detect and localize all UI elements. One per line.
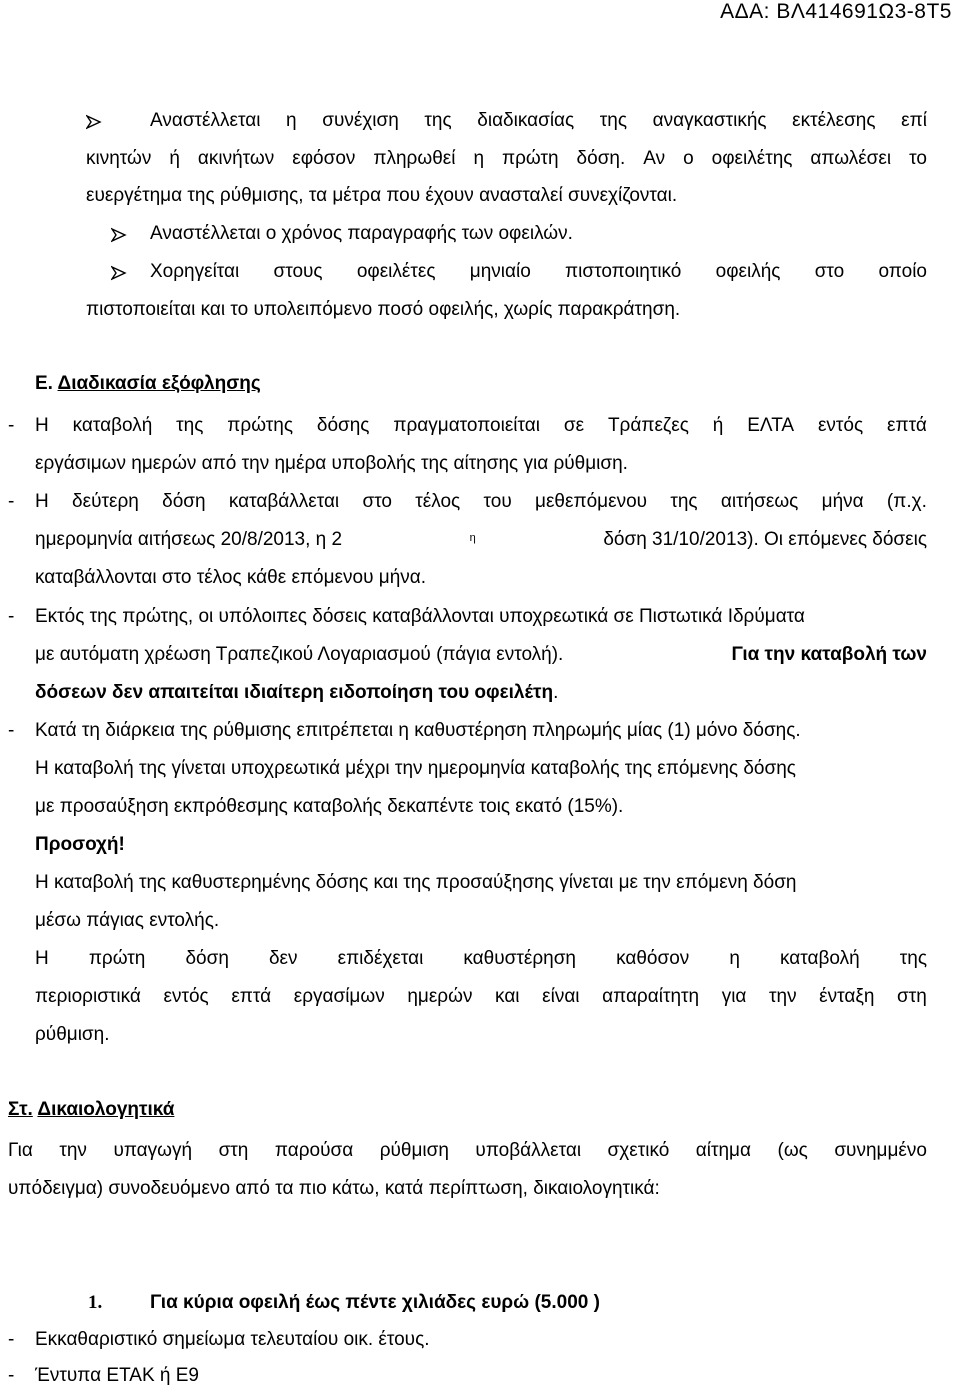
section-title: Δικαιολογητικά — [37, 1099, 175, 1120]
attention-label: Προσοχή! — [35, 834, 125, 855]
dash: - — [8, 415, 15, 436]
paragraph-line: περιοριστικά εντός επτά εργασίμων ημερών και είναι απαραίτητη για την ένταξη στη — [35, 986, 927, 1007]
paragraph-line: Η δεύτερη δόση καταβάλλεται στο τέλος του μεθεπόμενου της αιτήσεως μήνα (π.χ. — [35, 491, 927, 512]
text: με αυτόματη χρέωση Τραπεζικού Λογαριασμού (πάγια εντολή). — [35, 644, 564, 665]
text: δόση 31/10/2013). Οι επόμενες δόσεις — [603, 529, 927, 550]
arrow-bullet-icon — [111, 265, 127, 281]
item-number: 1. — [88, 1292, 103, 1313]
dash: - — [8, 606, 15, 627]
text: . — [553, 682, 559, 703]
dash: - — [8, 1365, 15, 1386]
section-heading — [8, 1098, 174, 1122]
text: ημερομηνία αιτήσεως 20/8/2013, η 2 — [35, 529, 343, 550]
dash: - — [8, 1329, 15, 1350]
bullet-text: Αναστέλλεται ο χρόνος παραγραφής των οφειλών. — [150, 223, 573, 244]
paragraph-line — [35, 681, 558, 705]
paragraph-line: μέσω πάγιας εντολής. — [35, 910, 220, 931]
dash: - — [8, 720, 15, 741]
superscript: η — [469, 532, 476, 544]
bold-text: δόσεων δεν απαιτείται ιδιαίτερη ειδοποίηση του οφειλέτη — [35, 682, 554, 703]
bullet-line: Χορηγείται στους οφειλέτες μηνιαίο πιστοποιητικό οφειλής στο οποίο — [150, 261, 927, 282]
item-title: Για κύρια οφειλή έως πέντε χιλιάδες ευρώ (5.000 ) — [150, 1292, 600, 1313]
paragraph-line — [35, 643, 927, 667]
paragraph-line: Κατά τη διάρκεια της ρύθμισης επιτρέπεται η καθυστέρηση πληρωμής μίας (1) μόνο δόσης. — [35, 720, 801, 741]
numbered-item-heading — [88, 1291, 600, 1315]
paragraph-line: Η καταβολή της πρώτης δόσης πραγματοποιείται σε Τράπεζες ή ΕΛΤΑ εντός επτά — [35, 415, 927, 436]
paragraph-line: ρύθμιση. — [35, 1024, 110, 1045]
arrow-bullet-icon — [111, 227, 127, 243]
section-title: Διαδικασία εξόφλησης — [57, 373, 261, 394]
bullet-line: ευεργέτημα της ρύθμισης, τα μέτρα που έχουν ανασταλεί συνεχίζονται. — [86, 185, 678, 206]
bullet-line: πιστοποιείται και το υπολειπόμενο ποσό οφειλής, χωρίς παρακράτηση. — [86, 299, 681, 320]
doc-item: Έντυπα ΕΤΑΚ ή Ε9 — [35, 1365, 199, 1386]
paragraph-line: εργάσιμων ημερών από την ημέρα υποβολής της αίτησης για ρύθμιση. — [35, 453, 628, 474]
section-letter: Στ. — [8, 1099, 33, 1120]
paragraph-line: Η πρώτη δόση δεν επιδέχεται καθυστέρηση καθόσον η καταβολή της — [35, 948, 927, 969]
bullet-line: Αναστέλλεται η συνέχιση της διαδικασίας της αναγκαστικής εκτέλεσης επί — [150, 110, 927, 131]
paragraph-line — [35, 528, 927, 557]
paragraph-line: Εκτός της πρώτης, οι υπόλοιπες δόσεις καταβάλλονται υποχρεωτικά σε Πιστωτικά Ιδρύματα — [35, 606, 805, 627]
paragraph-line: υπόδειγμα) συνοδευόμενο από τα πιο κάτω, κατά περίπτωση, δικαιολογητικά: — [8, 1178, 660, 1199]
section-heading — [35, 372, 261, 396]
paragraph-line: Για την υπαγωγή στη παρούσα ρύθμιση υποβάλλεται σχετικό αίτημα (ως συνημμένο — [8, 1140, 927, 1161]
section-letter: Ε. — [35, 373, 53, 394]
doc-item: Εκκαθαριστικό σημείωμα τελευταίου οικ. έτους. — [35, 1329, 430, 1350]
paragraph-line: καταβάλλονται στο τέλος κάθε επόμενου μήνα. — [35, 567, 427, 588]
dash: - — [8, 491, 15, 512]
paragraph-line: με προσαύξηση εκπρόθεσμης καταβολής δεκαπέντε τοις εκατό (15%). — [35, 796, 624, 817]
paragraph-line: Η καταβολή της καθυστερημένης δόσης και της προσαύξησης γίνεται με την επόμενη δόση — [35, 872, 797, 893]
ada-code: ΑΔΑ: ΒΛ414691Ω3-8Τ5 — [720, 0, 952, 23]
paragraph-line: Η καταβολή της γίνεται υποχρεωτικά μέχρι την ημερομηνία καταβολής της επόμενης δόσης — [35, 758, 796, 779]
bullet-line: κινητών ή ακινήτων εφόσον πληρωθεί η πρώτη δόση. Αν ο οφειλέτης απωλέσει το — [86, 148, 927, 169]
bold-text: Για την καταβολή των — [731, 644, 927, 665]
arrow-bullet-icon — [86, 114, 102, 130]
